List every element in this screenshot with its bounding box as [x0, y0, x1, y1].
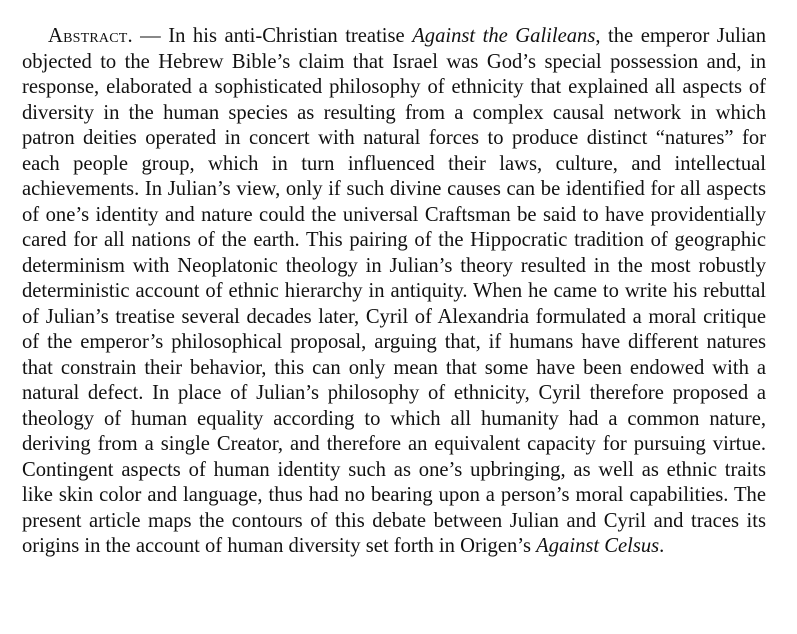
abstract-label: Abstract	[48, 25, 128, 47]
work-title-against-celsus: Against Celsus	[536, 535, 660, 557]
abstract-end-period: .	[659, 535, 665, 557]
work-title-against-the-galileans: Against the Galileans	[412, 25, 596, 47]
abstract-text-part-1: In his anti-Christian treatise	[168, 25, 413, 47]
abstract-text-part-2: , the emperor Julian objected to the Hebrew Bible’s claim that Israel was God’s special possession and, in response, elaborated a sophisticated philosophy of ethnicity that explained all aspects of diversity in the human species as resulting from a complex causal network in which patron deities operated in concert with natural forces to produce distinct “natures” for each people group, which in turn influenced their laws, culture, and intellectual achievements. In Julian’s view, only if such divine causes can be identified for all aspects of one’s identity and nature could the universal Craftsman be said to have providentially cared for all nations of the earth. This pairing of the Hippocratic tradition of geographic determinism with Neoplatonic theology in Julian’s theory resulted in the most robustly deterministic account of ethnic hierarchy in antiquity. When he came to write his rebuttal of Julian’s treatise several decades later, Cyril of Alexandria formulated a moral critique of the emperor’s philosophical proposal, arguing that, if humans have different natures that constrain their behavior, this can only mean that some have been endowed with a natural defect. In place of Julian’s philosophy of ethnicity, Cyril therefore proposed a theology of human equality according to which all humanity had a common nature, deriving from a single Creator, and therefore an equivalent capacity for pursuing virtue. Contingent aspects of human identity such as one’s upbringing, as well as ethnic traits like skin color and language, thus had no bearing upon a person’s moral capabilities. The present article maps the contours of this debate between Julian and Cyril and traces its origins in the account of human diversity set forth in Origen’s	[22, 25, 766, 557]
abstract-paragraph	[22, 24, 766, 560]
abstract-dash: . —	[127, 25, 169, 47]
